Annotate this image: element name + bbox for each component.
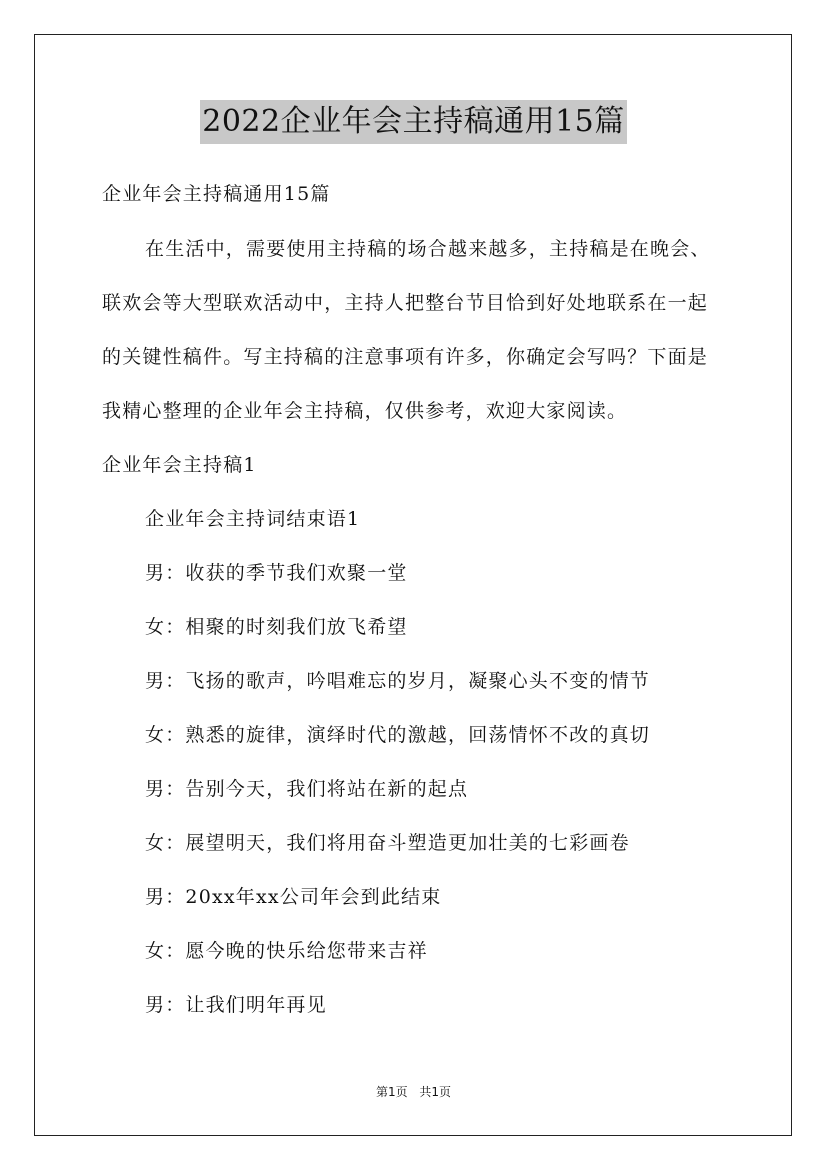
dialogue-line: 男：20xx年xx公司年会到此结束 — [145, 886, 442, 908]
dialogue-line: 男：收获的季节我们欢聚一堂 — [145, 562, 408, 584]
dialogue-line: 女：熟悉的旋律，演绎时代的激越，回荡情怀不改的真切 — [145, 724, 651, 746]
intro-line-3: 的关键性稿件。写主持稿的注意事项有许多，你确定会写吗？下面是 — [102, 346, 709, 368]
page-total: 共1页 — [419, 1085, 452, 1099]
intro-line-1: 在生活中，需要使用主持稿的场合越来越多，主持稿是在晚会、 — [145, 238, 711, 260]
dialogue-line: 女：愿今晚的快乐给您带来吉祥 — [145, 940, 428, 962]
dialogue-line: 男：告别今天，我们将站在新的起点 — [145, 778, 469, 800]
dialogue-line: 男：飞扬的歌声，吟唱难忘的岁月，凝聚心头不变的情节 — [145, 670, 651, 692]
page-number: 第1页 — [375, 1085, 408, 1099]
intro-line-2: 联欢会等大型联欢活动中，主持人把整台节目恰到好处地联系在一起 — [102, 292, 709, 314]
document-subtitle: 企业年会主持稿通用15篇 — [102, 183, 331, 205]
page-footer — [0, 1084, 827, 1100]
title-container — [0, 100, 827, 144]
intro-line-4: 我精心整理的企业年会主持稿，仅供参考，欢迎大家阅读。 — [102, 400, 628, 422]
section-heading: 企业年会主持稿1 — [102, 454, 257, 476]
dialogue-line: 女：展望明天，我们将用奋斗塑造更加壮美的七彩画卷 — [145, 832, 630, 854]
dialogue-line: 女：相聚的时刻我们放飞希望 — [145, 616, 408, 638]
sub-heading: 企业年会主持词结束语1 — [145, 508, 361, 530]
document-title: 2022企业年会主持稿通用15篇 — [200, 100, 627, 144]
dialogue-line: 男：让我们明年再见 — [145, 994, 327, 1016]
